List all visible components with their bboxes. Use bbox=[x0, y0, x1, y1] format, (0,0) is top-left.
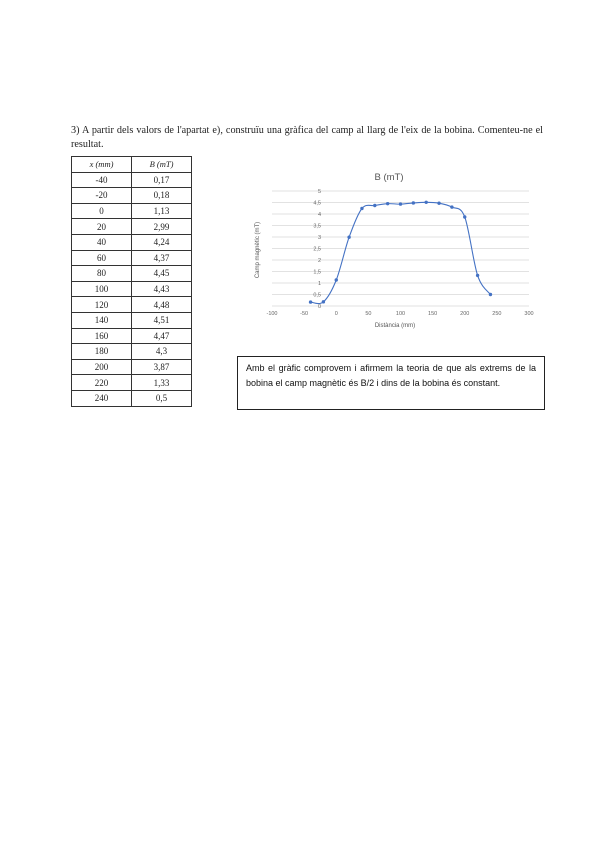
table-row bbox=[72, 328, 192, 344]
table-row bbox=[72, 375, 192, 391]
cell-x: 180 bbox=[72, 344, 132, 360]
cell-b: 4,24 bbox=[132, 234, 192, 250]
cell-b: 4,3 bbox=[132, 344, 192, 360]
y-tick-label: 2 bbox=[317, 258, 321, 264]
cell-x: 120 bbox=[72, 297, 132, 313]
header-x: x (mm) bbox=[72, 157, 132, 173]
cell-b: 4,47 bbox=[132, 328, 192, 344]
table-row bbox=[72, 312, 192, 328]
data-point bbox=[373, 204, 376, 207]
cell-x: 20 bbox=[72, 219, 132, 235]
cell-b: 4,45 bbox=[132, 266, 192, 282]
table-row bbox=[72, 359, 192, 375]
table-row bbox=[72, 203, 192, 219]
x-tick-label: 150 bbox=[428, 311, 438, 317]
table-row bbox=[72, 234, 192, 250]
y-tick-label: 3,5 bbox=[313, 223, 321, 230]
x-tick-label: 100 bbox=[395, 311, 406, 317]
x-tick-label: 300 bbox=[524, 311, 534, 317]
data-point bbox=[386, 202, 389, 205]
y-axis-label: Camp magnètic (mT) bbox=[255, 221, 261, 279]
cell-x: 0 bbox=[72, 203, 132, 219]
data-point bbox=[450, 205, 453, 208]
data-point bbox=[437, 201, 440, 204]
cell-x: 240 bbox=[72, 390, 132, 406]
x-tick-label: 250 bbox=[492, 311, 502, 317]
table-row bbox=[72, 266, 192, 282]
y-tick-label: 0 bbox=[317, 304, 321, 310]
table-row bbox=[72, 219, 192, 235]
cell-x: 140 bbox=[72, 312, 132, 328]
table-row bbox=[72, 188, 192, 204]
x-tick-label: 0 bbox=[334, 311, 338, 317]
cell-x: 100 bbox=[72, 281, 132, 297]
cell-b: 1,33 bbox=[132, 375, 192, 391]
y-tick-label: 1,5 bbox=[313, 269, 321, 276]
data-table bbox=[71, 156, 192, 407]
cell-x: -20 bbox=[72, 188, 132, 204]
cell-b: 0,17 bbox=[132, 172, 192, 188]
table-header-row bbox=[72, 157, 192, 173]
x-tick-label: 200 bbox=[460, 311, 470, 317]
header-b: B (mT) bbox=[132, 157, 192, 173]
table-row bbox=[72, 250, 192, 266]
data-point bbox=[309, 300, 312, 303]
x-tick-label: -50 bbox=[300, 311, 309, 317]
cell-b: 2,99 bbox=[132, 219, 192, 235]
y-tick-label: 4 bbox=[317, 212, 321, 218]
cell-x: 220 bbox=[72, 375, 132, 391]
data-point bbox=[347, 236, 350, 239]
comment-box: Amb el gràfic comprovem i afirmem la teoria de que als extrems de la bobina el camp magnètic és B/2 i dins de la bobina és constant. bbox=[237, 356, 545, 410]
cell-b: 3,87 bbox=[132, 359, 192, 375]
cell-b: 4,37 bbox=[132, 250, 192, 266]
cell-x: 40 bbox=[72, 234, 132, 250]
cell-b: 4,48 bbox=[132, 297, 192, 313]
data-point bbox=[489, 293, 492, 296]
data-point bbox=[322, 300, 325, 303]
y-tick-label: 5 bbox=[317, 189, 321, 195]
cell-x: 160 bbox=[72, 328, 132, 344]
cell-b: 4,51 bbox=[132, 312, 192, 328]
chart-container bbox=[237, 160, 547, 338]
table-row bbox=[72, 281, 192, 297]
x-tick-label: -100 bbox=[266, 311, 278, 317]
cell-b: 0,5 bbox=[132, 390, 192, 406]
y-tick-label: 1 bbox=[317, 281, 321, 287]
table-row bbox=[72, 390, 192, 406]
data-point bbox=[463, 215, 466, 218]
line-chart bbox=[237, 160, 547, 338]
cell-b: 0,18 bbox=[132, 188, 192, 204]
data-point bbox=[476, 274, 479, 277]
data-point bbox=[412, 201, 415, 204]
cell-x: 80 bbox=[72, 266, 132, 282]
cell-x: 60 bbox=[72, 250, 132, 266]
question-text: 3) A partir dels valors de l'apartat e), construïu una gràfica del camp al llarg de l'eix de la bobina. Comenteu-ne el resultat. bbox=[71, 125, 543, 150]
cell-x: -40 bbox=[72, 172, 132, 188]
chart-title: B (mT) bbox=[374, 172, 404, 183]
cell-x: 200 bbox=[72, 359, 132, 375]
data-point bbox=[360, 207, 363, 210]
cell-b: 1,13 bbox=[132, 203, 192, 219]
y-tick-label: 2,5 bbox=[313, 246, 321, 253]
plot-area bbox=[266, 189, 533, 317]
table-row bbox=[72, 172, 192, 188]
x-tick-label: 50 bbox=[365, 311, 372, 317]
table-row bbox=[72, 344, 192, 360]
y-tick-label: 3 bbox=[317, 235, 321, 241]
x-axis-label: Distància (mm) bbox=[374, 323, 416, 329]
table-row bbox=[72, 297, 192, 313]
data-point bbox=[335, 278, 338, 281]
table-body bbox=[72, 172, 192, 406]
data-point bbox=[399, 202, 402, 205]
cell-b: 4,43 bbox=[132, 281, 192, 297]
data-point bbox=[425, 201, 428, 204]
y-tick-label: 4,5 bbox=[313, 200, 321, 207]
y-tick-label: 0,5 bbox=[313, 292, 321, 299]
